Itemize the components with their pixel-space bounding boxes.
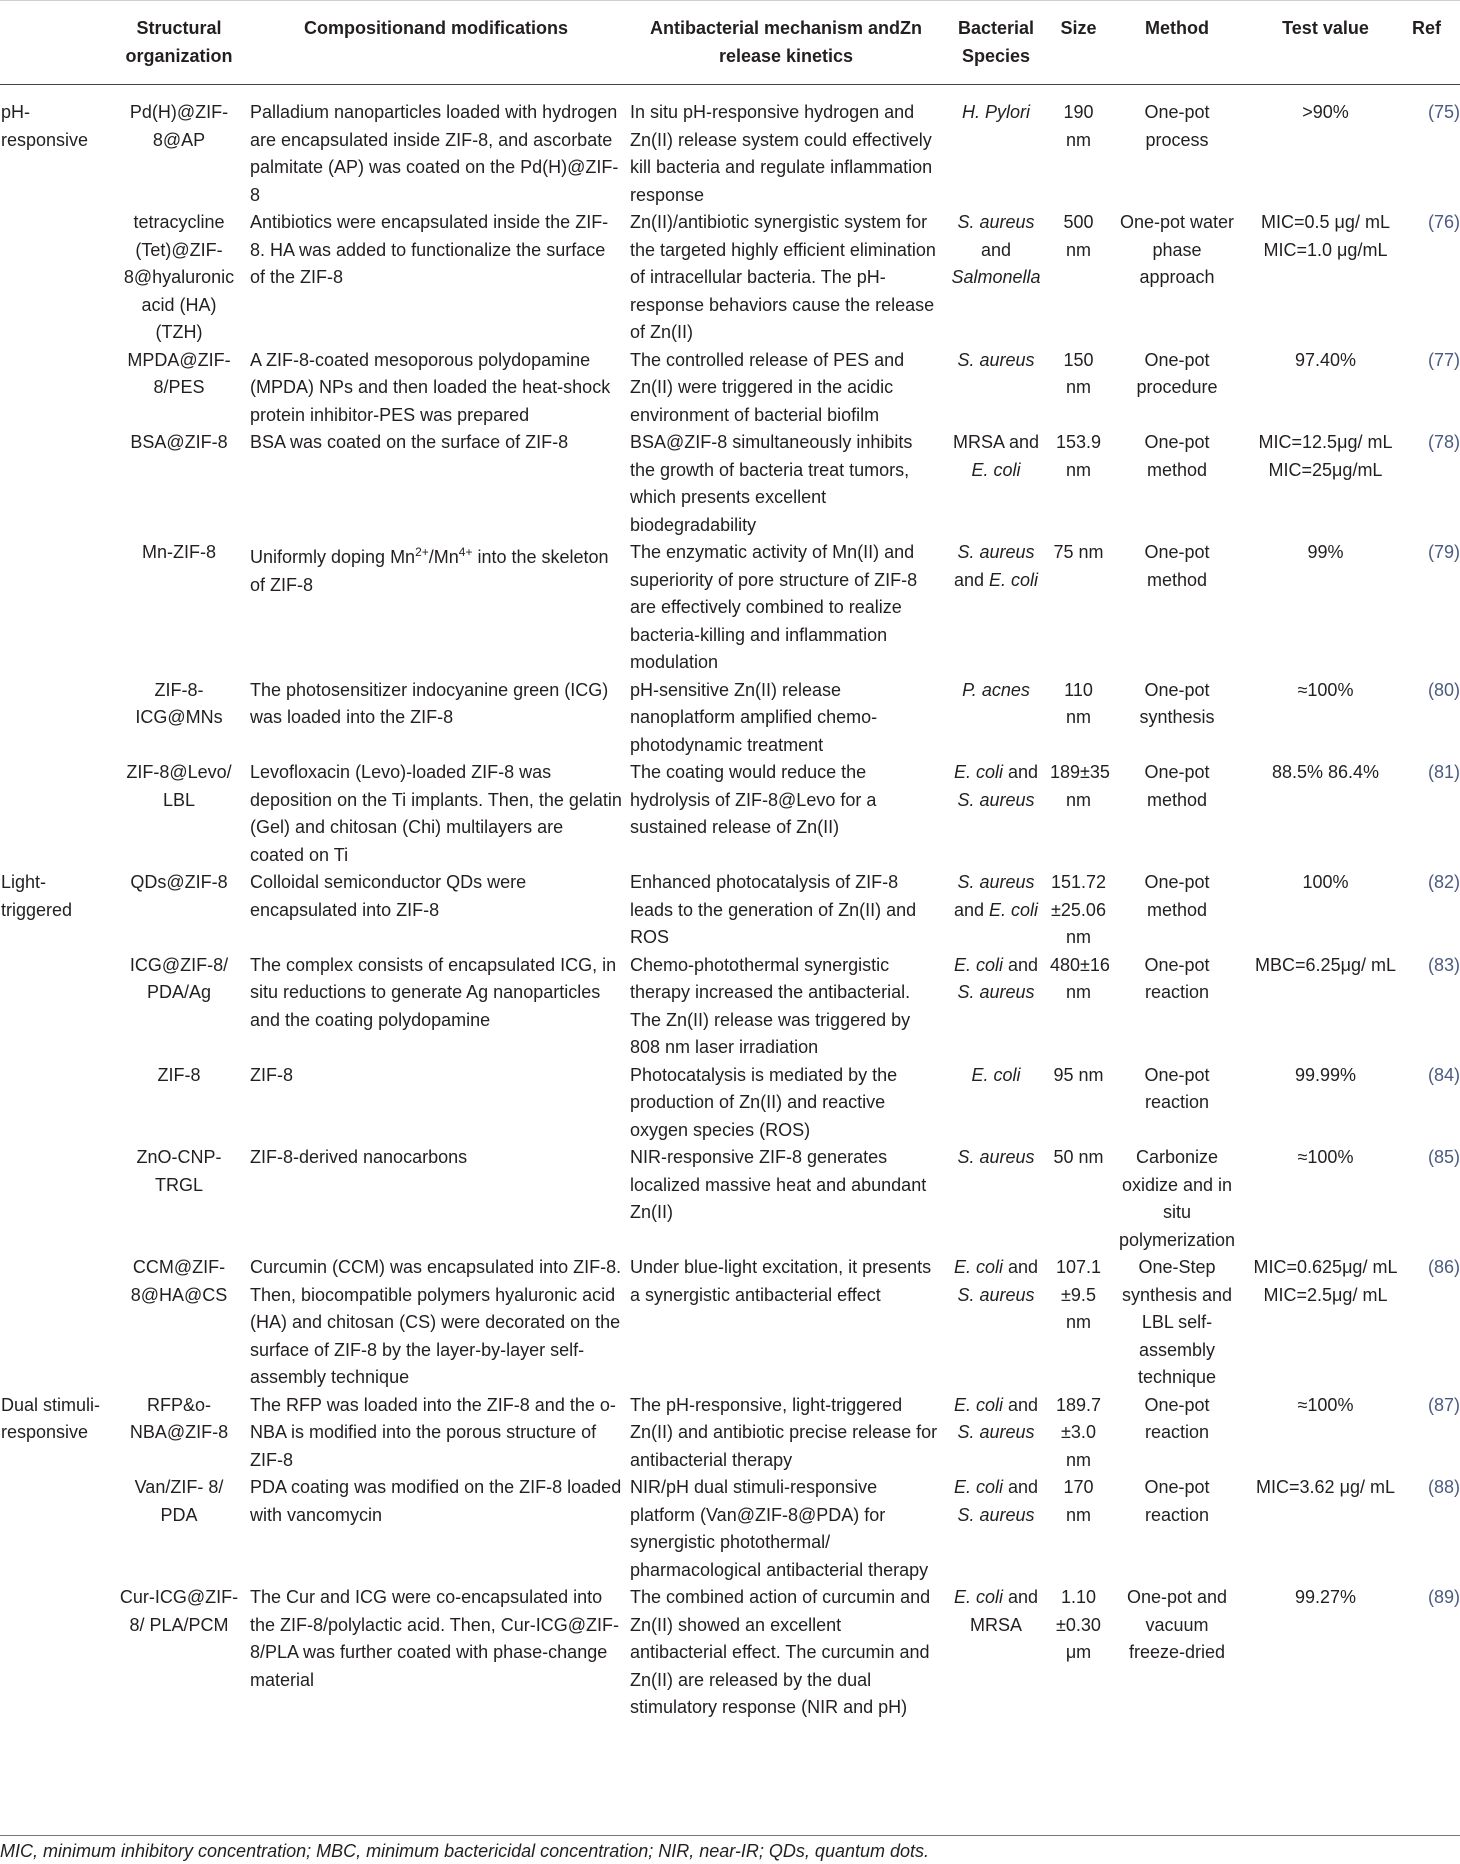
test-value-cell: MBC=6.25μg/ mL (1255, 954, 1396, 975)
species-cell: P. acnes (962, 679, 1030, 700)
size-cell: 189.7 ±3.0 nm (1055, 1394, 1102, 1470)
composition-cell: The RFP was loaded into the ZIF-8 and the o-NBA is modified into the porous structure of ZIF-8 (250, 1394, 616, 1470)
test-value-cell: MIC=0.625μg/ mL MIC=2.5μg/ mL (1253, 1257, 1398, 1305)
ref-cell[interactable]: (84) (1427, 1064, 1460, 1085)
method-cell: One-pot reaction (1144, 1477, 1210, 1525)
row-group: pH-responsive (1, 102, 89, 150)
test-value-cell: ≈100% (1297, 1394, 1354, 1415)
size-cell: 189±35 nm (1050, 762, 1110, 810)
size-cell: 75 nm (1053, 542, 1104, 562)
table-row (0, 1392, 1460, 1475)
table-row (0, 869, 1460, 952)
mechanism-cell: Under blue-light excitation, it presents a synergistic antibacterial effect (630, 1257, 932, 1305)
footnote: MIC, minimum inhibitory concentration; MBC, minimum bactericidal concentration; NIR, near-IR; QDs, quantum dots. (0, 1841, 930, 1861)
structure-cell: ZnO-CNP-TRGL (136, 1147, 222, 1195)
mechanism-cell: pH-sensitive Zn(II) release nanoplatform amplified chemo-photodynamic treatment (630, 679, 878, 755)
table-row (0, 85, 1460, 210)
mechanism-cell: The combined action of curcumin and Zn(II) showed an excellent antibacterial effect. The curcumin and Zn(II) are released by the dual stimulatory response (NIR and pH) (630, 1587, 931, 1717)
composition-cell: ZIF-8-derived nanocarbons (250, 1147, 468, 1167)
mechanism-cell: NIR/pH dual stimuli-responsive platform (Van@ZIF-8@PDA) for synergistic photothermal/ pharmacological antibacterial therapy (630, 1477, 929, 1580)
structure-cell: ZIF-8-ICG@MNs (135, 679, 223, 727)
header-mechanism: Antibacterial mechanism andZn release kinetics (626, 1, 946, 85)
structure-cell: ZIF-8@Levo/ LBL (126, 762, 232, 810)
mechanism-cell: Enhanced photocatalysis of ZIF-8 leads to the generation of Zn(II) and ROS (630, 872, 917, 947)
mechanism-cell: Photocatalysis is mediated by the production of Zn(II) and reactive oxygen species (ROS) (630, 1064, 898, 1140)
header-composition: Compositionand modifications (246, 1, 626, 85)
ref-cell[interactable]: (82) (1427, 872, 1460, 892)
size-cell: 190 nm (1063, 102, 1094, 150)
row-group (0, 1474, 112, 1584)
method-cell: One-pot water phase approach (1119, 212, 1235, 287)
size-cell: 500 nm (1063, 212, 1094, 260)
ref-cell[interactable]: (88) (1427, 1477, 1460, 1497)
structure-cell: MPDA@ZIF-8/PES (127, 349, 231, 397)
test-value-cell: ≈100% (1297, 1147, 1354, 1167)
test-value-cell: MIC=12.5μg/ mL MIC=25μg/mL (1258, 432, 1393, 480)
structure-cell: RFP&o-NBA@ZIF-8 (129, 1394, 229, 1442)
row-group (0, 677, 112, 760)
ref-cell[interactable]: (76) (1427, 212, 1460, 232)
composition-cell: Uniformly doping $Mn^{2+}/Mn^{4+}$ into the skeleton of ZIF-8 (250, 545, 609, 595)
test-value-cell: 100% (1302, 872, 1349, 892)
header-method: Method (1111, 1, 1243, 85)
size-cell: 153.9 nm (1055, 432, 1102, 480)
header-size: Size (1046, 1, 1111, 85)
method-cell: One-pot method (1144, 762, 1210, 810)
mechanism-cell: Chemo-photothermal synergistic therapy increased the antibacterial. The Zn(II) release was triggered by 808 nm laser irradiation (630, 954, 911, 1057)
composition-cell: The complex consists of encapsulated ICG, in situ reductions to generate Ag nanoparticles and the coating polydopamine (250, 954, 617, 1030)
row-group (0, 759, 112, 869)
ref-cell[interactable]: (81) (1427, 762, 1460, 782)
table-row (0, 347, 1460, 430)
ref-cell[interactable]: (77) (1427, 349, 1460, 370)
structure-cell: CCM@ZIF-8@HA@CS (130, 1257, 228, 1305)
table-row (0, 1584, 1460, 1722)
structure-cell: Pd(H)@ZIF-8@AP (129, 102, 229, 150)
row-group (0, 1254, 112, 1392)
structure-cell: Mn-ZIF-8 (142, 542, 216, 562)
row-group: Dual stimuli-responsive (1, 1394, 101, 1442)
table-row (0, 759, 1460, 869)
composition-cell: PDA coating was modified on the ZIF-8 loaded with vancomycin (250, 1477, 622, 1525)
table-row (0, 1474, 1460, 1584)
test-value-cell: 88.5% 86.4% (1271, 762, 1380, 782)
ref-cell[interactable]: (87) (1427, 1394, 1460, 1415)
size-cell: 110 nm (1064, 679, 1093, 727)
header-species: Bacterial Species (946, 1, 1046, 85)
species-cell: S. aureus (957, 349, 1035, 370)
composition-cell: ZIF-8 (250, 1064, 293, 1085)
table-row (0, 429, 1460, 539)
header-row (0, 1, 1460, 85)
ref-cell[interactable]: (75) (1427, 102, 1460, 122)
row-group (0, 1144, 112, 1254)
method-cell: One-pot reaction (1144, 1394, 1210, 1442)
species-cell: E. coli and S. aureus (953, 1257, 1039, 1305)
row-group (0, 209, 112, 347)
method-cell: One-pot method (1144, 542, 1210, 590)
species-cell: E. coli and S. aureus (953, 1477, 1039, 1525)
table-row (0, 677, 1460, 760)
species-cell: E. coli and S. aureus (953, 762, 1039, 810)
mechanism-cell: In situ pH-responsive hydrogen and Zn(II) release system could effectively kill bacteria and regulate inflammation response (630, 102, 933, 205)
size-cell: 170 nm (1063, 1477, 1094, 1525)
test-value-cell: 99.27% (1294, 1587, 1357, 1607)
row-group (0, 1584, 112, 1722)
size-cell: 107.1 ±9.5 nm (1055, 1257, 1102, 1332)
composition-cell: Colloidal semiconductor QDs were encapsulated into ZIF-8 (250, 872, 527, 920)
table-row (0, 1254, 1460, 1392)
size-cell: 1.10 ±0.30 μm (1056, 1587, 1101, 1662)
method-cell: One-Step synthesis and LBL self-assembly technique (1121, 1257, 1233, 1387)
mechanism-cell: The coating would reduce the hydrolysis of ZIF-8@Levo for a sustained release of Zn(II) (630, 762, 877, 837)
mechanism-cell: The pH-responsive, light-triggered Zn(II) and antibiotic precise release for antibacterial therapy (630, 1394, 938, 1470)
species-cell: E. coli (971, 1064, 1021, 1085)
table-row (0, 539, 1460, 677)
row-group (0, 429, 112, 539)
method-cell: One-pot process (1144, 102, 1210, 150)
method-cell: One-pot method (1144, 432, 1210, 480)
species-cell: S. aureus and E. coli (953, 872, 1039, 920)
species-cell: E. coli and S. aureus (953, 954, 1039, 1002)
row-group: Light-triggered (1, 872, 73, 920)
header-group (0, 1, 112, 85)
composition-cell: The photosensitizer indocyanine green (ICG) was loaded into the ZIF-8 (250, 679, 609, 727)
table-row (0, 209, 1460, 347)
species-cell: MRSA and E. coli (952, 432, 1040, 480)
structure-cell: Van/ZIF- 8/ PDA (134, 1477, 224, 1525)
composition-cell: BSA was coated on the surface of ZIF-8 (250, 432, 569, 452)
header-ref: Ref (1408, 1, 1460, 85)
table-row (0, 952, 1460, 1062)
header-test-value: Test value (1243, 1, 1408, 85)
mechanism-cell: The enzymatic activity of Mn(II) and superiority of pore structure of ZIF-8 are effectively combined to realize bacteria-killing and inflammation modulation (630, 542, 918, 672)
row-group (0, 347, 112, 430)
table-row (0, 1062, 1460, 1145)
ref-cell[interactable]: (86) (1427, 1257, 1460, 1277)
test-value-cell: >90% (1302, 102, 1349, 122)
size-cell: 150 nm (1063, 349, 1094, 397)
species-cell: S. aureus and Salmonella (951, 212, 1041, 287)
ref-cell[interactable]: (85) (1427, 1147, 1460, 1167)
composition-cell: Palladium nanoparticles loaded with hydrogen are encapsulated inside ZIF-8, and ascorbate palmitate (AP) was coated on the Pd(H)@ZIF-8 (250, 102, 619, 205)
composition-cell: The Cur and ICG were co-encapsulated into the ZIF-8/polylactic acid. Then, Cur-ICG@ZIF-8/PLA was further coated with phase-change material (250, 1587, 620, 1690)
structure-cell: BSA@ZIF-8 (130, 432, 228, 452)
composition-cell: Curcumin (CCM) was encapsulated into ZIF-8. Then, biocompatible polymers hyaluronic acid (HA) and chitosan (CS) were decorated on the surface of ZIF-8 by the layer-by-layer self-assembly technique (250, 1257, 622, 1387)
species-cell: H. Pylori (961, 102, 1030, 122)
method-cell: One-pot procedure (1136, 349, 1218, 397)
ref-cell[interactable]: (80) (1427, 679, 1460, 700)
mechanism-cell: Zn(II)/antibiotic synergistic system for the targeted highly efficient elimination of intracellular bacteria. The pH-response behaviors cause the release of Zn(II) (630, 212, 936, 342)
size-cell: 480±16 nm (1050, 954, 1110, 1002)
ref-cell[interactable]: (83) (1427, 954, 1460, 975)
species-cell: E. coli and S. aureus (953, 1394, 1039, 1442)
ref-cell[interactable]: (78) (1427, 432, 1460, 452)
row-group (0, 952, 112, 1062)
structure-cell: tetracycline (Tet)@ZIF-8@hyaluronic acid (HA) (TZH) (123, 212, 235, 342)
method-cell: One-pot reaction (1144, 1064, 1210, 1112)
row-group (0, 1062, 112, 1145)
composition-cell: A ZIF-8-coated mesoporous polydopamine (MPDA) NPs and then loaded the heat-shock protein inhibitor-PES was prepared (250, 349, 611, 425)
ref-cell[interactable]: (89) (1427, 1587, 1460, 1607)
species-cell: E. coli and MRSA (953, 1587, 1039, 1635)
species-cell: S. aureus (957, 1147, 1035, 1167)
size-cell: 151.72 ±25.06 nm (1050, 872, 1107, 947)
method-cell: Carbonize oxidize and in situ polymerization (1118, 1147, 1236, 1250)
test-value-cell: MIC=3.62 μg/ mL (1256, 1477, 1395, 1497)
size-cell: 50 nm (1053, 1147, 1104, 1167)
test-value-cell: 99.99% (1294, 1064, 1357, 1085)
bottom-rule (0, 1835, 1460, 1836)
method-cell: One-pot and vacuum freeze-dried (1126, 1587, 1228, 1662)
method-cell: One-pot reaction (1144, 954, 1210, 1002)
test-value-cell: 99% (1307, 542, 1344, 562)
method-cell: One-pot method (1144, 872, 1210, 920)
test-value-cell: MIC=0.5 μg/ mL MIC=1.0 μg/mL (1261, 212, 1390, 260)
composition-cell: Antibiotics were encapsulated inside the ZIF-8. HA was added to functionalize the surface of the ZIF-8 (250, 212, 609, 287)
structure-cell: Cur-ICG@ZIF-8/ PLA/PCM (119, 1587, 239, 1635)
composition-cell: Levofloxacin (Levo)-loaded ZIF-8 was deposition on the Ti implants. Then, the gelatin (Gel) and chitosan (Chi) multilayers are coated on Ti (250, 762, 622, 865)
table-row (0, 1144, 1460, 1254)
mechanism-cell: The controlled release of PES and Zn(II) were triggered in the acidic environment of bacterial biofilm (630, 349, 905, 425)
test-value-cell: 97.40% (1294, 349, 1357, 370)
row-group (0, 539, 112, 677)
size-cell: 95 nm (1053, 1064, 1104, 1085)
method-cell: One-pot synthesis (1139, 679, 1215, 727)
ref-cell[interactable]: (79) (1427, 542, 1460, 562)
test-value-cell: ≈100% (1297, 679, 1354, 700)
mechanism-cell: BSA@ZIF-8 simultaneously inhibits the growth of bacteria treat tumors, which presents excellent biodegradability (630, 432, 913, 535)
mechanism-cell: NIR-responsive ZIF-8 generates localized massive heat and abundant Zn(II) (630, 1147, 927, 1222)
structure-cell: ICG@ZIF-8/ PDA/Ag (129, 954, 229, 1002)
header-structure: Structural organization (112, 1, 246, 85)
structure-cell: ZIF-8 (157, 1064, 201, 1085)
structure-cell: QDs@ZIF-8 (130, 872, 228, 892)
species-cell: S. aureus and E. coli (953, 542, 1039, 590)
